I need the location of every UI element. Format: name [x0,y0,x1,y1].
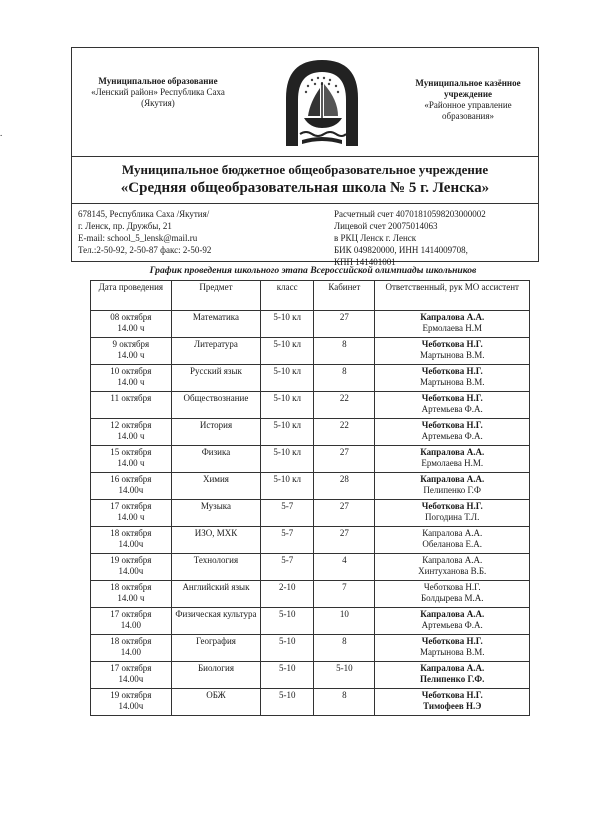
room-cell: 28 [314,473,375,500]
subject-cell: ИЗО, МХК [171,527,261,554]
class-cell: 5-10 кл [261,338,314,365]
school-type: Муниципальное бюджетное общеобразовательное учреждение [121,162,489,177]
table-row [91,419,530,446]
responsible-name: Капралова А.А. [422,528,483,538]
table-row [91,554,530,581]
time-value: 14.00 ч [117,592,145,603]
room-cell: 4 [314,554,375,581]
bank-line: Расчетный счет 40701810598203000002 [334,209,486,219]
class-cell: 5-10 [261,662,314,689]
table-row [91,392,530,419]
date-cell [91,446,172,473]
room-cell: 27 [314,527,375,554]
school-name-block [72,156,538,204]
class-cell: 5-7 [261,554,314,581]
assistant-name: Погодина Т.Л. [425,511,480,522]
subject-cell: Математика [171,311,261,338]
class-cell: 5-10 кл [261,392,314,419]
assistant-name: Мартынова В.М. [419,376,485,387]
date-value: 12 октября [110,420,152,430]
room-cell: 8 [314,635,375,662]
municipality-block [0,76,238,138]
date-value: 16 октября [110,474,152,484]
stray-mark: . [0,128,3,138]
time-value: 14.00ч [118,538,144,549]
department-line: «Районное управление [424,100,512,110]
subject-cell: Литература [171,338,261,365]
date-cell [91,689,172,716]
assistant-name: Ермолаева Н.М [422,322,482,333]
department-title: Муниципальное казённое учреждение [415,78,521,99]
table-row [91,446,530,473]
table-row [91,500,530,527]
responsible-name: Капралова А.А. [422,555,483,565]
assistant-name: Тимофеев Н.Э [423,700,482,711]
responsible-name: Капралова А.А. [420,609,485,619]
class-cell: 5-10 кл [261,419,314,446]
time-value: 14.00ч [118,565,144,576]
assistant-name: Болдырева М.А. [420,592,484,603]
municipality-title: Муниципальное образование [98,76,218,86]
subject-cell: Музыка [171,500,261,527]
responsible-name: Чеботкова Н.Г. [421,501,483,511]
education-department-block [400,78,536,122]
date-value: 18 октября [110,582,152,592]
subject-cell: ОБЖ [171,689,261,716]
assistant-name: Пелипенко Г.Ф [423,484,482,495]
date-cell [91,365,172,392]
date-value: 17 октября [110,663,152,673]
department-line: образования» [442,111,494,121]
class-cell: 2-10 [261,581,314,608]
table-row [91,311,530,338]
responsible-name: Чеботкова Н.Г. [421,690,483,700]
contact-block [78,208,328,256]
responsible-name: Чеботкова Н.Г. [421,420,483,430]
subject-cell: Английский язык [171,581,261,608]
subject-cell: Технология [171,554,261,581]
table-row [91,473,530,500]
bank-line: КПП 141401001 [334,257,396,267]
responsible-cell [375,608,530,635]
table-row [91,608,530,635]
time-value: 14.00 [120,646,141,657]
responsible-name: Капралова А.А. [420,663,485,673]
table-row [91,581,530,608]
date-value: 9 октября [112,339,150,349]
olympiad-schedule-table [90,280,530,716]
assistant-name: Хинтуханова В.Б. [418,565,487,576]
header-subject: Предмет [171,281,261,311]
class-cell: 5-10 [261,608,314,635]
table-row [91,635,530,662]
subject-cell: Биология [171,662,261,689]
subject-cell: Физика [171,446,261,473]
class-cell: 5-10 [261,635,314,662]
date-value: 18 октября [110,528,152,538]
date-value: 19 октября [110,555,152,565]
date-cell [91,311,172,338]
subject-cell: История [171,419,261,446]
assistant-name: Пелипенко Г.Ф. [420,673,485,684]
table-header-row [91,281,530,311]
municipality-line: «Ленский район» Республика Саха [91,87,225,97]
responsible-cell [375,392,530,419]
class-cell: 5-10 кл [261,365,314,392]
date-value: 08 октября [110,312,152,322]
assistant-name: Обеланова Е.А. [422,538,483,549]
time-value: 14.00ч [118,673,144,684]
phone-line: Тел.:2-50-92, 2-50-87 факс: 2-50-92 [78,245,212,255]
responsible-cell [375,419,530,446]
room-cell: 27 [314,446,375,473]
header-date: Дата проведения [91,281,172,311]
date-value: 19 октября [110,690,152,700]
responsible-name: Капралова А.А. [420,447,485,457]
address-line: 678145, Республика Саха /Якутия/ [78,209,210,219]
assistant-name: Мартынова В.М. [419,349,485,360]
municipality-line: (Якутия) [141,98,175,108]
table-row [91,689,530,716]
responsible-cell [375,689,530,716]
time-value: 14.00 ч [117,376,145,387]
class-cell: 5-10 [261,689,314,716]
responsible-name: Чеботкова Н.Г. [421,366,483,376]
subject-cell: Русский язык [171,365,261,392]
table-row [91,338,530,365]
time-value: 14.00 ч [117,457,145,468]
responsible-name: Капралова А.А. [420,474,485,484]
header-room: Кабинет [314,281,375,311]
responsible-cell [375,554,530,581]
responsible-cell [375,446,530,473]
table-row [91,662,530,689]
table-row [91,527,530,554]
responsible-name: Чеботкова Н.Г. [421,636,483,646]
date-cell [91,392,172,419]
assistant-name: Артемьева Ф.А. [421,430,483,441]
time-value: 14.00ч [118,484,144,495]
subject-cell: География [171,635,261,662]
address-line: г. Ленск, пр. Дружбы, 21 [78,221,172,231]
class-cell: 5-7 [261,500,314,527]
responsible-name: Чеботкова Н.Г. [421,339,483,349]
date-value: 17 октября [110,609,152,619]
date-cell [91,338,172,365]
assistant-name: Мартынова В.М. [419,646,485,657]
header-class: класс [261,281,314,311]
responsible-cell [375,500,530,527]
time-value: 14.00ч [118,700,144,711]
class-cell: 5-7 [261,527,314,554]
bank-line: в РКЦ Ленск г. Ленск [334,233,417,243]
date-value: 18 октября [110,636,152,646]
room-cell: 22 [314,419,375,446]
class-cell: 5-10 кл [261,311,314,338]
school-emblem-icon [272,54,372,150]
bank-details-block [334,208,534,268]
email-line: E-mail: school_5_lensk@mail.ru [78,233,198,243]
date-value: 10 октября [110,366,152,376]
date-cell [91,473,172,500]
schedule-title: График проведения школьного этапа Всероссийской олимпиады школьников [149,265,477,276]
responsible-cell [375,581,530,608]
responsible-cell [375,365,530,392]
table-row [91,365,530,392]
room-cell: 8 [314,338,375,365]
date-cell [91,500,172,527]
class-cell: 5-10 кл [261,446,314,473]
room-cell: 22 [314,392,375,419]
date-cell [91,527,172,554]
bank-line: Лицевой счет 20075014063 [334,221,438,231]
room-cell: 8 [314,689,375,716]
subject-cell: Химия [171,473,261,500]
room-cell: 27 [314,311,375,338]
date-value: 17 октября [110,501,152,511]
date-value: 11 октября [110,393,152,403]
date-cell [91,554,172,581]
letterhead [0,47,539,267]
time-value: 14.00 ч [117,430,145,441]
date-cell [91,608,172,635]
subject-cell: Обществознание [171,392,261,419]
assistant-name: Артемьева Ф.А. [421,619,483,630]
subject-cell: Физическая культура [171,608,261,635]
table-body [91,311,530,716]
responsible-cell [375,338,530,365]
time-value: 14.00 ч [117,511,145,522]
date-cell [91,581,172,608]
time-value: 14.00 [120,619,141,630]
time-value: 14.00 ч [117,349,145,360]
room-cell: 8 [314,365,375,392]
responsible-name: Чеботкова Н.Г. [421,393,483,403]
room-cell: 5-10 [314,662,375,689]
responsible-cell [375,527,530,554]
responsible-cell [375,635,530,662]
time-value: 14.00 ч [117,322,145,333]
room-cell: 27 [314,500,375,527]
room-cell: 7 [314,581,375,608]
responsible-name: Чеботкова Н.Г. [423,582,481,592]
letterhead-top [0,48,538,157]
room-cell: 10 [314,608,375,635]
school-name: «Средняя общеобразовательная школа № 5 г. Ленска» [120,180,490,196]
date-value: 15 октября [110,447,152,457]
date-cell [91,662,172,689]
responsible-cell [375,662,530,689]
date-cell [91,419,172,446]
responsible-cell [375,311,530,338]
assistant-name: Артемьева Ф.А. [421,403,483,414]
header-responsible: Ответственный, рук МО ассистент [375,281,530,311]
responsible-cell [375,473,530,500]
bank-line: БИК 049820000, ИНН 1414009708, [334,245,468,255]
class-cell: 5-10 кл [261,473,314,500]
date-cell [91,635,172,662]
responsible-name: Капралова А.А. [420,312,485,322]
assistant-name: Ермолаева Н.М. [421,457,484,468]
